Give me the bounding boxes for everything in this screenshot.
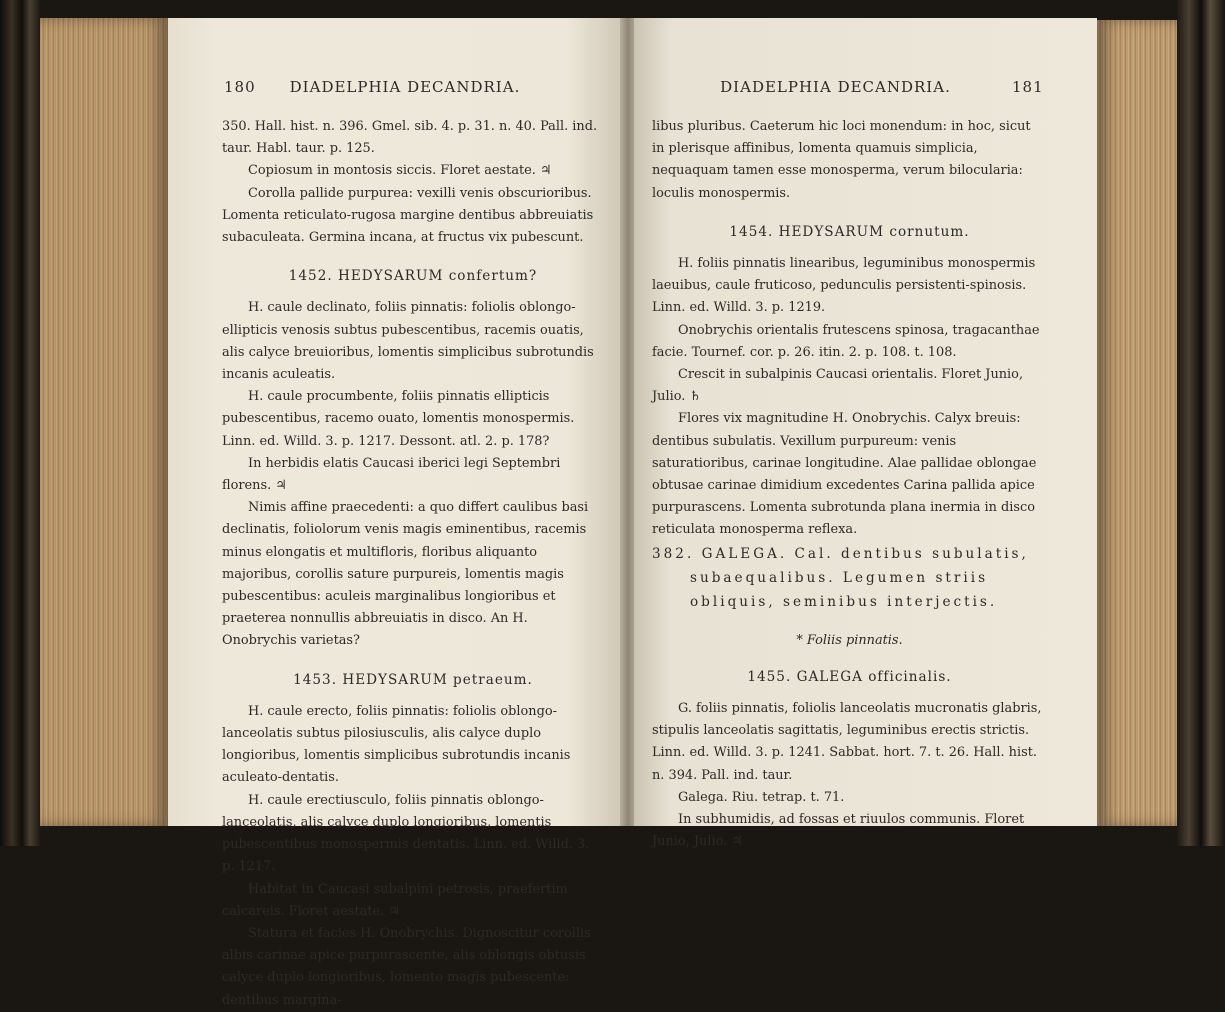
paragraph: In subhumidis, ad fossas et riuulos communis. Floret Junio, Julio. ♃ [652,812,1025,850]
page-number: 181 [1012,78,1044,96]
paragraph: 350. Hall. hist. n. 396. Gmel. sib. 4. p. 31. n. 40. Pall. ind. taur. Habl. taur. p. 125. [222,119,598,157]
paragraph: G. foliis pinnatis, foliolis lanceolatis mucronatis glabris, stipulis lanceolatis sagittatis, leguminibus erectis strictis. Linn. ed. Willd. 3. p. 1241. Sabbat. hort. 7. t. 26. Hall. hist. n. 394. Pall. ind. taur. [652,701,1042,783]
paragraph: Onobrychis orientalis frutescens spinosa, tragacanthae facie. Tournef. cor. p. 26. itin. 2. p. 108. t. 108. [652,322,1040,360]
paragraph: Nimis affine praecedenti: a quo differt caulibus basi declinatis, foliolorum venis magis eminentibus, racemis minus elongatis et multifloris, floribus aliquanto majoribus, corollis saturе purpureis, lomentis magis pubescentibus: aculeis marginalibus longioribus et praeterea nonnullis abbreuiatis in disco. An H. Onobrychis varietas? [222,500,589,649]
paragraph: In herbidis elatis Caucasi iberici legi Septembri florens. ♃ [222,455,561,494]
paragraph: Corolla pallide purpurea: vexilli venis obscurioribus. Lomenta reticulato-rugosa margine dentibus abbreuiatis subaculeata. Germina incana, at fructus vix pubescunt. [222,185,594,246]
paragraph: Flores vix magnitudine H. Onobrychis. Calyx breuis: dentibus subulatis. Vexillum purpureum: venis saturatioribus, carinae longitudine. Alae pallidae oblongae obtusae carinae dimidium excedentes Carina pallida apice purpurascens. Lomenta subrotunda plana inermia in disco reticulata monosperma reflexa. [652,411,1037,538]
paragraph: Habitat in Caucasi subalpini petrosis, praefertim calcareis. Floret aestate. ♃ [222,881,568,919]
paragraph: Copiosum in montosis siccis. Floret aestate. ♃ [248,163,552,179]
section-subheading: * Foliis pinnatis. [796,632,903,648]
right-page-text [652,116,1047,853]
left-running-head [168,78,622,102]
marbled-cover-right [1177,0,1225,846]
running-title: DIADELPHIA DECANDRIA. [720,78,951,96]
right-running-head [634,78,1097,102]
species-heading: 1452. HEDYSARUM confertum? [288,268,538,285]
paragraph: Galega. Riu. tetrap. t. 71. [678,789,845,805]
species-heading: 1454. HEDYSARUM cornutum. [729,223,970,240]
paragraph: H. foliis pinnatis linearibus, leguminibus monospermis laeuibus, caule fruticoso, pedunculis persistenti-spinosis. Linn. ed. Willd. 3. p. 1219. [652,256,1036,316]
page-edges-right [1097,20,1177,826]
marbled-cover-left [0,0,40,846]
species-heading: 1455. GALEGA officinalis. [747,668,952,685]
left-page [168,18,622,1008]
paragraph: H. caule procumbente, foliis pinnatis ellipticis pubescentibus, racemo ouato, lomentis monospermis. Linn. ed. Willd. 3. p. 1217. Dessont. atl. 2. p. 178? [222,389,575,449]
genus-heading: 382. GALEGA. Cal. dentibus subulatis, subaequalibus. Legumen striis obliquis, seminibus interjectis. [652,545,1029,610]
running-title: DIADELPHIA DECANDRIA. [289,78,521,96]
paragraph: Statura et facies H. Onobrychis. Dignoscitur corollis albis carinae apice purpurascente, alis oblongis obtusis calyce duplo longioribus, lomento magis pubescente: dentibus margina- [222,925,591,1008]
paragraph: H. caule erecto, foliis pinnatis: foliolis oblongo-lanceolatis subtus pilosiusculis, alis calyce duplo longioribus, lomentis simplicibus subrotundis incanis aculeato-dentatis. [222,703,571,786]
left-page-text [222,116,604,1012]
paragraph: Crescit in subalpinis Caucasi orientalis. Floret Junio, Julio. ♄ [652,367,1024,405]
page-number: 180 [224,78,256,96]
page-edges-left [40,18,168,826]
species-heading: 1453. HEDYSARUM petraeum. [293,671,533,688]
paragraph: libus pluribus. Caeterum hic loci monendum: in hoc, sicut in plerisque affinibus, lomenta quamuis simplicia, nequaquam tamen esse monosperma, verum bilocularia: loculis monospermis. [652,119,1031,201]
paragraph: H. caule erectiusculo, foliis pinnatis oblongo-lanceolatis, alis calyce duplo longioribus, lomentis pubescentibus monospermis dentatis. Linn. ed. Willd. 3. p. 1217. [222,792,590,875]
paragraph: H. caule declinato, foliis pinnatis: foliolis oblongo-ellipticis venosis subtus pubescentibus, racemis ouatis, alis calyce breuioribus, lomentis simplicibus subrotundis incanis aculeatis. [222,300,594,383]
right-page [634,18,1097,850]
